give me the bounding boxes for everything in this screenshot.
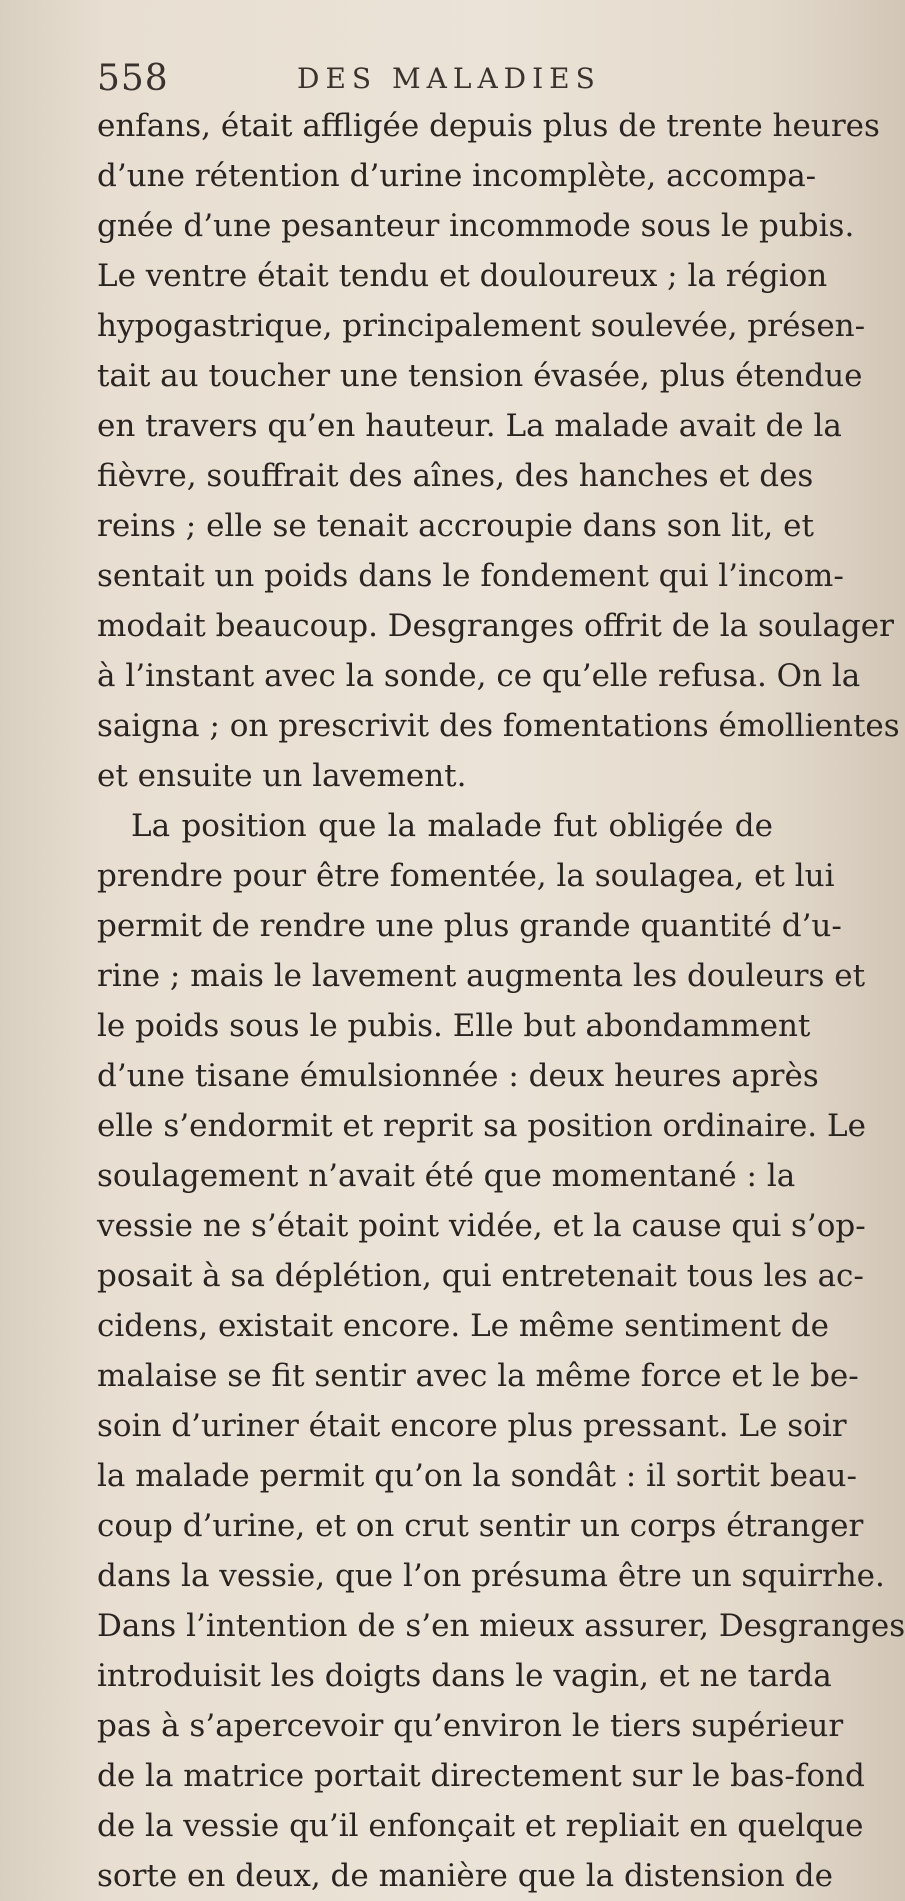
text-line: reins ; elle se tenait accroupie dans son lit, et [97, 508, 814, 544]
text-line: elle s’endormit et reprit sa position ordinaire. Le [97, 1108, 866, 1144]
text-line: coup d’urine, et on crut sentir un corps étranger [97, 1508, 864, 1544]
text-line: de la matrice portait directement sur le bas-fond [97, 1758, 865, 1794]
text-line: rine ; mais le lavement augmenta les douleurs et [97, 958, 866, 994]
text-line: soulagement n’avait été que momentané : la [97, 1158, 796, 1194]
text-line: dans la vessie, que l’on présuma être un squirrhe. [97, 1558, 885, 1594]
text-line: d’une rétention d’urine incomplète, accompa- [97, 158, 817, 194]
text-line: Dans l’intention de s’en mieux assurer, Desgranges [97, 1608, 905, 1644]
text-line: vessie ne s’était point vidée, et la cause qui s’op- [97, 1208, 866, 1244]
text-line: le poids sous le pubis. Elle but abondamment [97, 1008, 811, 1044]
text-line: introduisit les doigts dans le vagin, et ne tarda [97, 1658, 832, 1694]
text-line: de la vessie qu’il enfonçait et repliait en quelque [97, 1808, 864, 1844]
text-line: sentait un poids dans le fondement qui l’incom- [97, 558, 844, 594]
paragraph-end-line: et ensuite un lavement. [97, 758, 467, 794]
text-line: saigna ; on prescrivit des fomentations émollientes [97, 708, 900, 744]
text-line: Le ventre était tendu et douloureux ; la région [97, 258, 828, 294]
text-line: sorte en deux, de manière que la distension de [97, 1858, 833, 1894]
body-text [97, 101, 905, 1901]
text-line: pas à s’apercevoir qu’environ le tiers supérieur [97, 1708, 844, 1744]
running-head [97, 58, 757, 98]
text-line: posait à sa déplétion, qui entretenait tous les ac- [97, 1258, 864, 1294]
text-line: d’une tisane émulsionnée : deux heures après [97, 1058, 819, 1094]
text-line: modait beaucoup. Desgranges offrit de la soulager [97, 608, 894, 644]
running-title: DES MALADIES [297, 62, 601, 95]
text-line: malaise se fit sentir avec la même force et le be- [97, 1358, 859, 1394]
text-line: permit de rendre une plus grande quantité d’u- [97, 908, 842, 944]
text-line: la malade permit qu’on la sondât : il sortit beau- [97, 1458, 857, 1494]
text-line: hypogastrique, principalement soulevée, présen- [97, 308, 866, 344]
text-line: tait au toucher une tension évasée, plus étendue [97, 358, 863, 394]
text-line: à l’instant avec la sonde, ce qu’elle refusa. On la [97, 658, 861, 694]
text-line: soin d’uriner était encore plus pressant. Le soir [97, 1408, 847, 1444]
text-line: prendre pour être fomentée, la soulagea, et lui [97, 858, 835, 894]
text-line: enfans, était affligée depuis plus de trente heures [97, 108, 880, 144]
text-line: gnée d’une pesanteur incommode sous le pubis. [97, 208, 855, 244]
paragraph-start-line: La position que la malade fut obligée de [131, 808, 773, 844]
text-line: cidens, existait encore. Le même sentiment de [97, 1308, 829, 1344]
text-line: fièvre, souffrait des aînes, des hanches et des [97, 458, 814, 494]
text-line: en travers qu’en hauteur. La malade avait de la [97, 408, 842, 444]
page-number: 558 [97, 58, 169, 99]
